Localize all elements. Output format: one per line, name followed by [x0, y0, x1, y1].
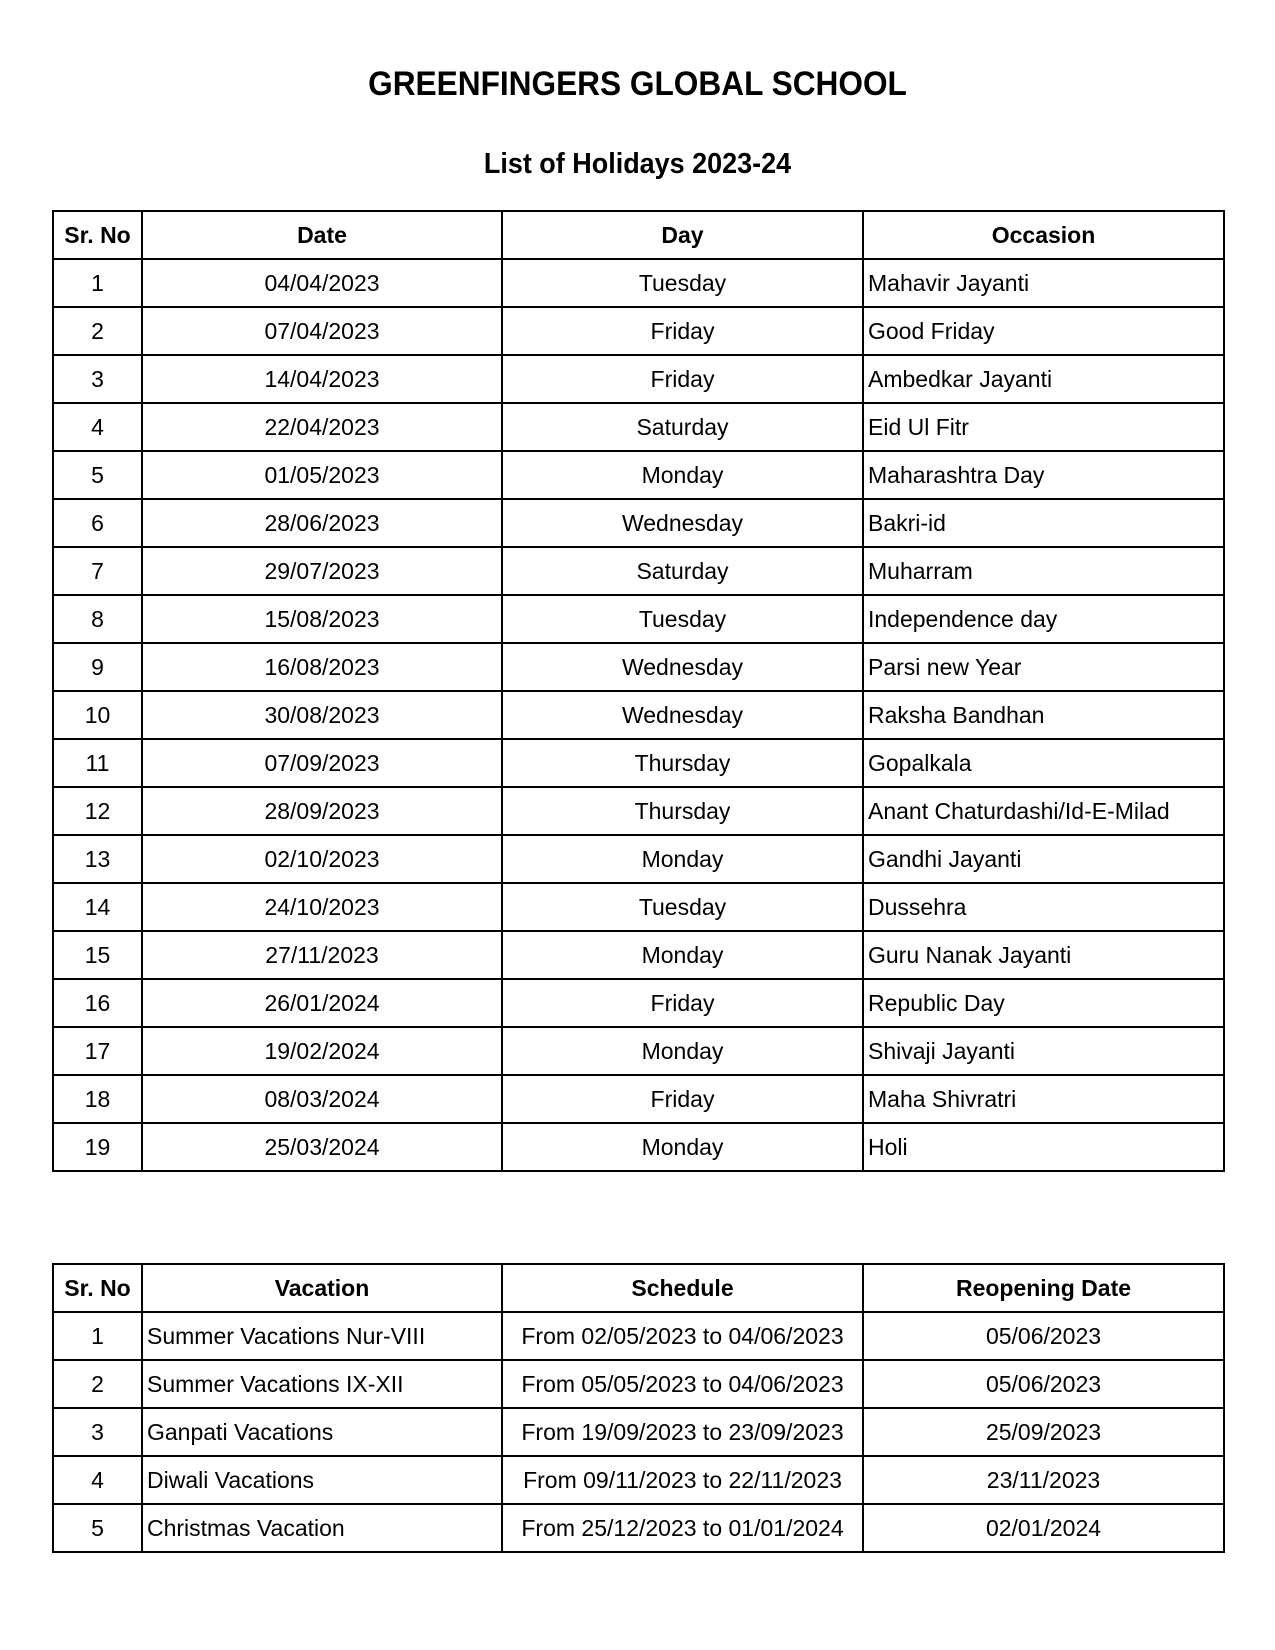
table-row — [53, 1027, 1224, 1075]
table-row — [53, 979, 1224, 1027]
sr-no-cell: 2 — [53, 307, 142, 355]
schedule-cell: From 02/05/2023 to 04/06/2023 — [502, 1312, 863, 1360]
column-header-sr-no: Sr. No — [53, 211, 142, 259]
sr-no-cell: 9 — [53, 643, 142, 691]
table-row — [53, 355, 1224, 403]
occasion-cell: Maha Shivratri — [863, 1075, 1224, 1123]
occasion-cell: Raksha Bandhan — [863, 691, 1224, 739]
day-cell: Friday — [502, 979, 863, 1027]
date-cell: 01/05/2023 — [142, 451, 502, 499]
day-cell: Friday — [502, 307, 863, 355]
date-cell: 14/04/2023 — [142, 355, 502, 403]
occasion-cell: Republic Day — [863, 979, 1224, 1027]
day-cell: Wednesday — [502, 499, 863, 547]
vacation-cell: Diwali Vacations — [142, 1456, 502, 1504]
vacation-cell: Ganpati Vacations — [142, 1408, 502, 1456]
date-cell: 04/04/2023 — [142, 259, 502, 307]
day-cell: Tuesday — [502, 259, 863, 307]
sr-no-cell: 13 — [53, 835, 142, 883]
table-row — [53, 451, 1224, 499]
column-header-vacation: Vacation — [142, 1264, 502, 1312]
day-cell: Wednesday — [502, 691, 863, 739]
table-row — [53, 1456, 1224, 1504]
schedule-cell: From 09/11/2023 to 22/11/2023 — [502, 1456, 863, 1504]
sr-no-cell: 3 — [53, 355, 142, 403]
sr-no-cell: 1 — [53, 1312, 142, 1360]
sr-no-cell: 18 — [53, 1075, 142, 1123]
day-cell: Monday — [502, 1123, 863, 1171]
sr-no-cell: 2 — [53, 1360, 142, 1408]
occasion-cell: Maharashtra Day — [863, 451, 1224, 499]
column-header-schedule: Schedule — [502, 1264, 863, 1312]
occasion-cell: Good Friday — [863, 307, 1224, 355]
occasion-cell: Bakri-id — [863, 499, 1224, 547]
reopening-date-cell: 05/06/2023 — [863, 1312, 1224, 1360]
sr-no-cell: 4 — [53, 1456, 142, 1504]
table-row — [53, 1504, 1224, 1552]
date-cell: 02/10/2023 — [142, 835, 502, 883]
table-row — [53, 595, 1224, 643]
school-name: GREENFINGERS GLOBAL SCHOOL — [368, 65, 907, 103]
table-row — [53, 835, 1224, 883]
sr-no-cell: 12 — [53, 787, 142, 835]
date-cell: 16/08/2023 — [142, 643, 502, 691]
reopening-date-cell: 05/06/2023 — [863, 1360, 1224, 1408]
date-cell: 15/08/2023 — [142, 595, 502, 643]
vacations-table — [52, 1263, 1225, 1553]
date-cell: 29/07/2023 — [142, 547, 502, 595]
schedule-cell: From 25/12/2023 to 01/01/2024 — [502, 1504, 863, 1552]
date-cell: 22/04/2023 — [142, 403, 502, 451]
vacation-cell: Summer Vacations Nur-VIII — [142, 1312, 502, 1360]
table-row — [53, 691, 1224, 739]
occasion-cell: Ambedkar Jayanti — [863, 355, 1224, 403]
date-cell: 25/03/2024 — [142, 1123, 502, 1171]
sr-no-cell: 15 — [53, 931, 142, 979]
sr-no-cell: 8 — [53, 595, 142, 643]
table-row — [53, 259, 1224, 307]
column-header-reopening-date: Reopening Date — [863, 1264, 1224, 1312]
day-cell: Monday — [502, 1027, 863, 1075]
date-cell: 26/01/2024 — [142, 979, 502, 1027]
sr-no-cell: 11 — [53, 739, 142, 787]
occasion-cell: Parsi new Year — [863, 643, 1224, 691]
date-cell: 24/10/2023 — [142, 883, 502, 931]
day-cell: Saturday — [502, 403, 863, 451]
table-row — [53, 403, 1224, 451]
table-row — [53, 547, 1224, 595]
holidays-table — [52, 210, 1225, 1172]
occasion-cell: Muharram — [863, 547, 1224, 595]
schedule-cell: From 19/09/2023 to 23/09/2023 — [502, 1408, 863, 1456]
occasion-cell: Gandhi Jayanti — [863, 835, 1224, 883]
date-cell: 28/09/2023 — [142, 787, 502, 835]
table-row — [53, 643, 1224, 691]
day-cell: Monday — [502, 931, 863, 979]
day-cell: Monday — [502, 451, 863, 499]
sr-no-cell: 3 — [53, 1408, 142, 1456]
table-row — [53, 1075, 1224, 1123]
date-cell: 08/03/2024 — [142, 1075, 502, 1123]
occasion-cell: Gopalkala — [863, 739, 1224, 787]
sr-no-cell: 4 — [53, 403, 142, 451]
table-row — [53, 931, 1224, 979]
column-header-day: Day — [502, 211, 863, 259]
table-row — [53, 499, 1224, 547]
day-cell: Saturday — [502, 547, 863, 595]
sr-no-cell: 16 — [53, 979, 142, 1027]
table-row — [53, 739, 1224, 787]
table-row — [53, 1123, 1224, 1171]
date-cell: 19/02/2024 — [142, 1027, 502, 1075]
sr-no-cell: 5 — [53, 1504, 142, 1552]
date-cell: 07/09/2023 — [142, 739, 502, 787]
day-cell: Thursday — [502, 739, 863, 787]
day-cell: Monday — [502, 835, 863, 883]
sr-no-cell: 14 — [53, 883, 142, 931]
occasion-cell: Dussehra — [863, 883, 1224, 931]
day-cell: Tuesday — [502, 883, 863, 931]
occasion-cell: Mahavir Jayanti — [863, 259, 1224, 307]
reopening-date-cell: 23/11/2023 — [863, 1456, 1224, 1504]
occasion-cell: Holi — [863, 1123, 1224, 1171]
occasion-cell: Guru Nanak Jayanti — [863, 931, 1224, 979]
table-row — [53, 1408, 1224, 1456]
date-cell: 27/11/2023 — [142, 931, 502, 979]
date-cell: 30/08/2023 — [142, 691, 502, 739]
holidays-body — [53, 259, 1224, 1171]
table-row — [53, 307, 1224, 355]
sr-no-cell: 5 — [53, 451, 142, 499]
vacation-cell: Summer Vacations IX-XII — [142, 1360, 502, 1408]
vacation-cell: Christmas Vacation — [142, 1504, 502, 1552]
column-header-date: Date — [142, 211, 502, 259]
holidays-header-row — [53, 211, 1224, 259]
sr-no-cell: 7 — [53, 547, 142, 595]
date-cell: 28/06/2023 — [142, 499, 502, 547]
reopening-date-cell: 02/01/2024 — [863, 1504, 1224, 1552]
day-cell: Friday — [502, 355, 863, 403]
sr-no-cell: 17 — [53, 1027, 142, 1075]
occasion-cell: Shivaji Jayanti — [863, 1027, 1224, 1075]
day-cell: Thursday — [502, 787, 863, 835]
column-header-sr-no: Sr. No — [53, 1264, 142, 1312]
reopening-date-cell: 25/09/2023 — [863, 1408, 1224, 1456]
column-header-occasion: Occasion — [863, 211, 1224, 259]
occasion-cell: Independence day — [863, 595, 1224, 643]
sr-no-cell: 6 — [53, 499, 142, 547]
table-row — [53, 787, 1224, 835]
page-title: List of Holidays 2023-24 — [483, 148, 792, 180]
day-cell: Wednesday — [502, 643, 863, 691]
table-row — [53, 883, 1224, 931]
sr-no-cell: 10 — [53, 691, 142, 739]
schedule-cell: From 05/05/2023 to 04/06/2023 — [502, 1360, 863, 1408]
occasion-cell: Eid Ul Fitr — [863, 403, 1224, 451]
table-row — [53, 1360, 1224, 1408]
day-cell: Friday — [502, 1075, 863, 1123]
sr-no-cell: 19 — [53, 1123, 142, 1171]
vacations-header-row — [53, 1264, 1224, 1312]
vacations-body — [53, 1312, 1224, 1552]
sr-no-cell: 1 — [53, 259, 142, 307]
day-cell: Tuesday — [502, 595, 863, 643]
table-row — [53, 1312, 1224, 1360]
occasion-cell: Anant Chaturdashi/Id-E-Milad — [863, 787, 1224, 835]
date-cell: 07/04/2023 — [142, 307, 502, 355]
